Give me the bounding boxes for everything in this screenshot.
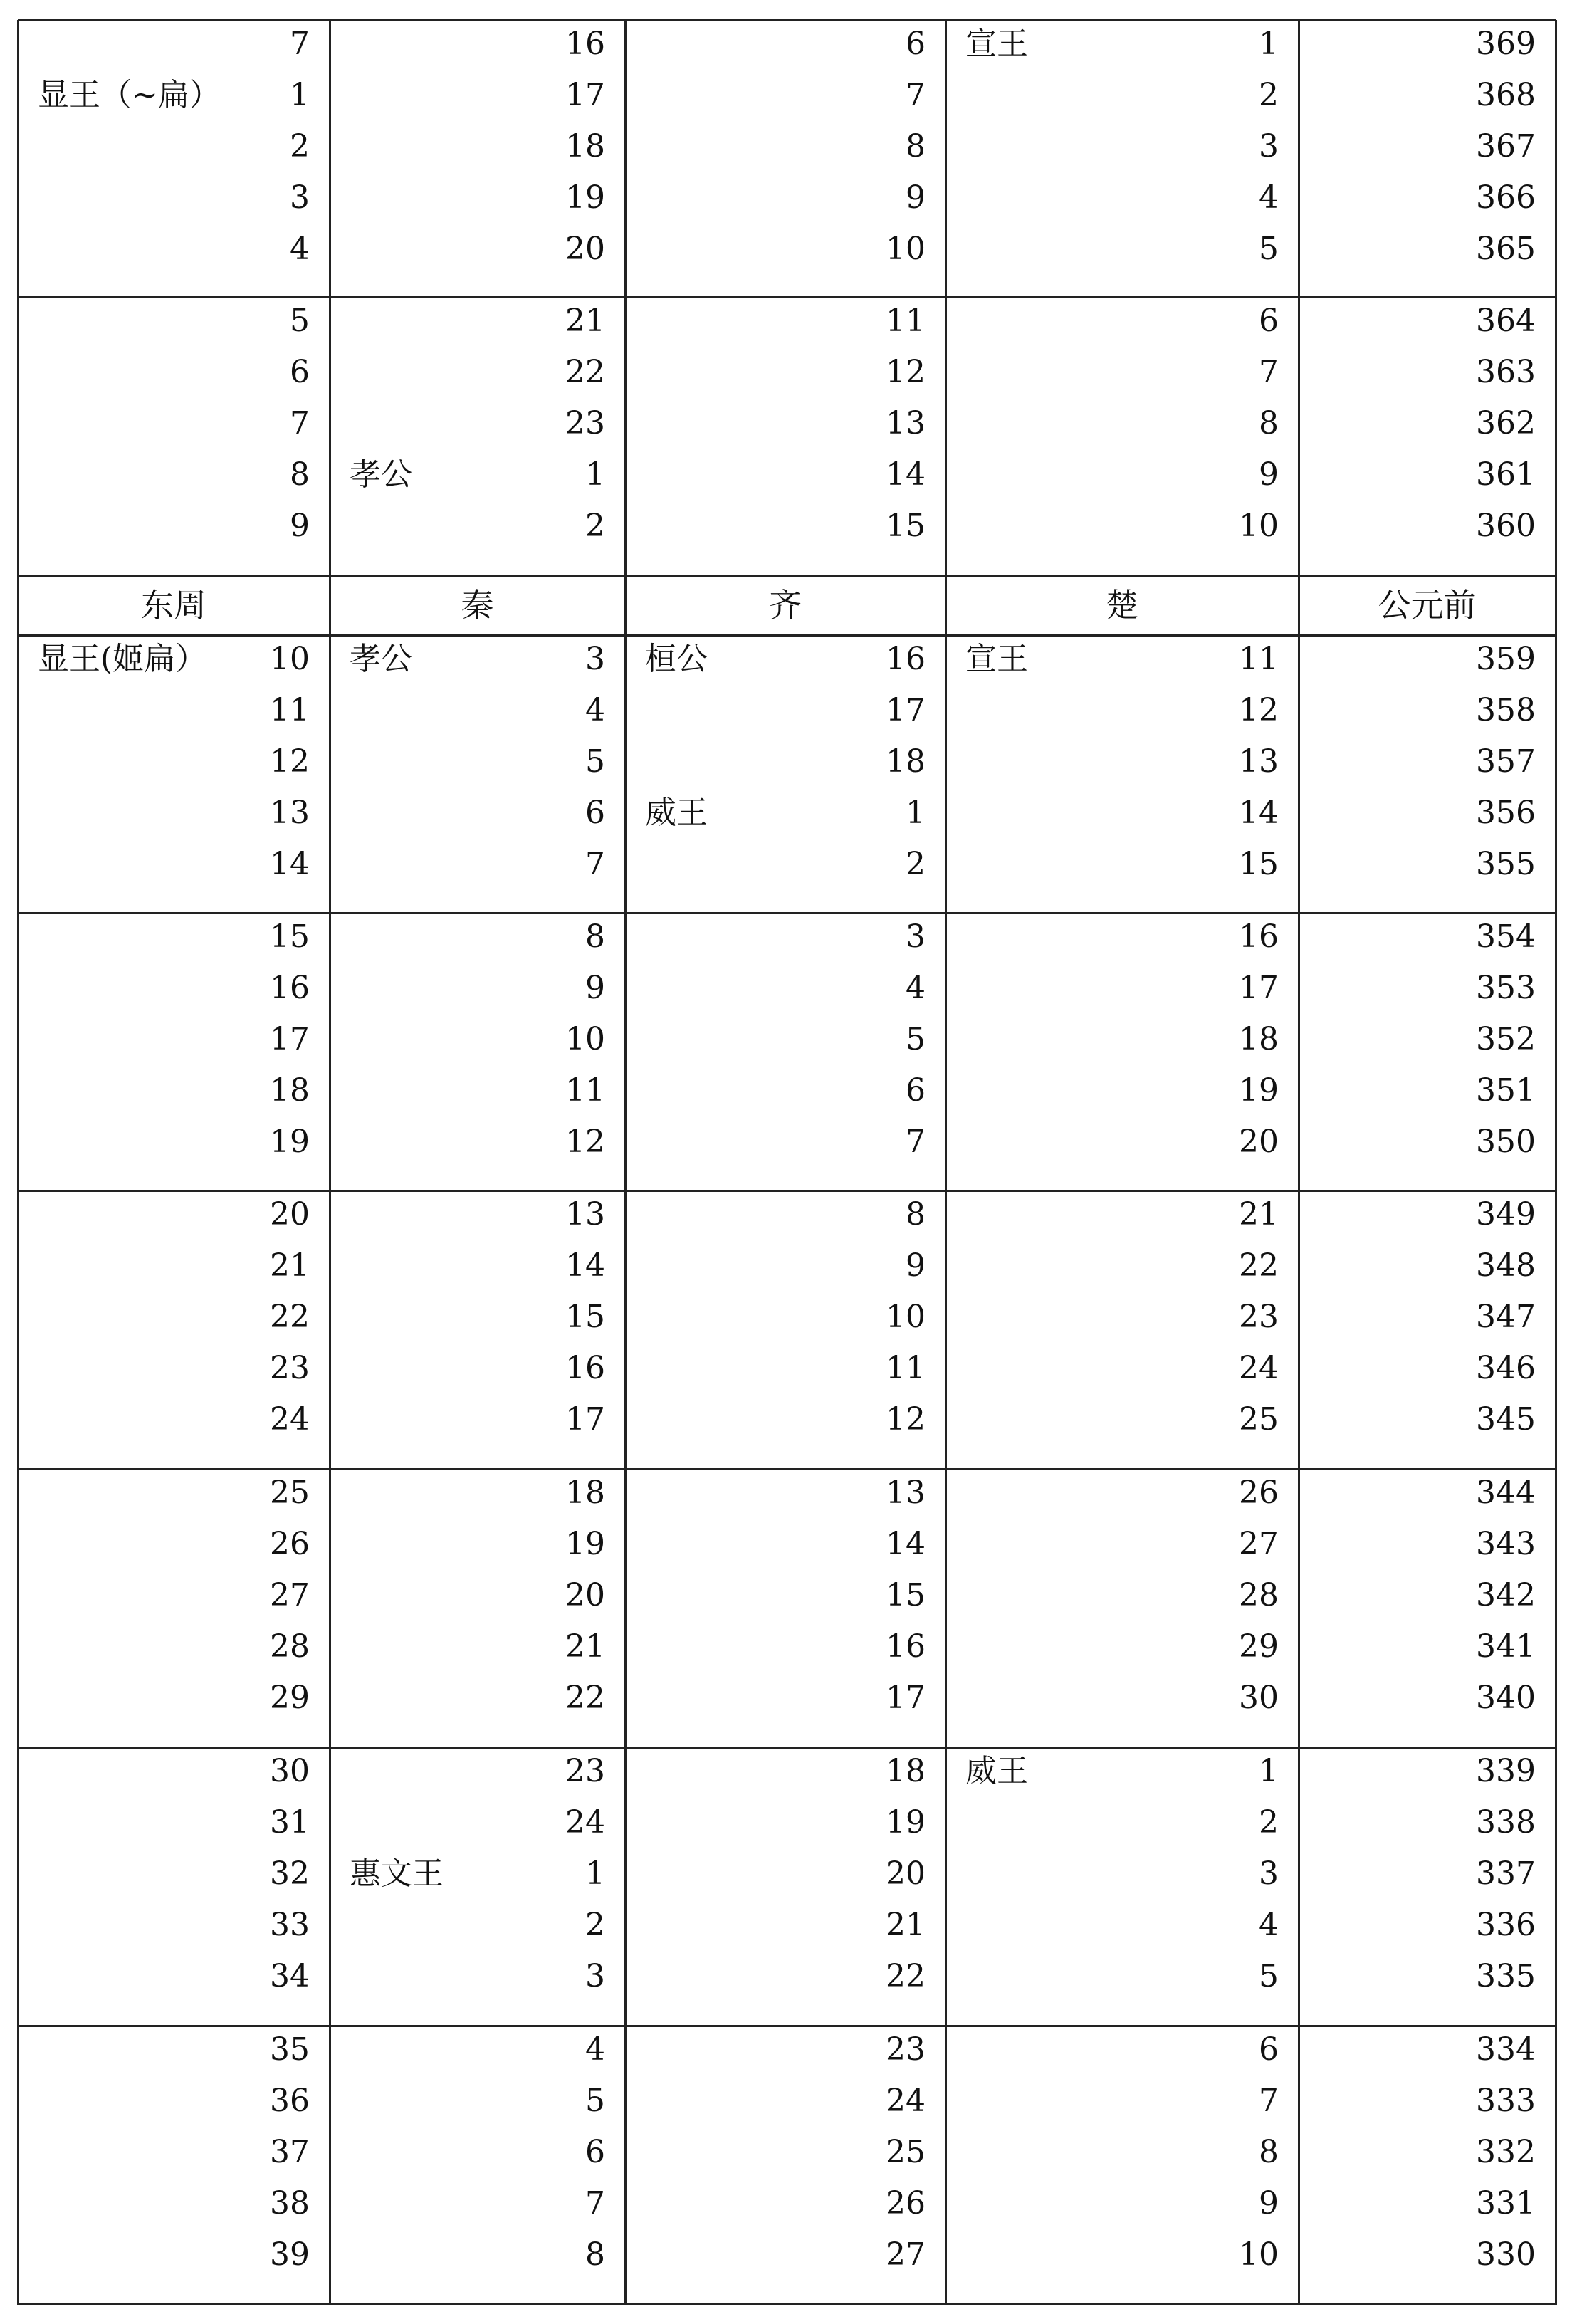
reign-year: 14 [270,846,310,882]
reign-year: 20 [1239,1124,1279,1160]
bce-year: 347 [1476,1299,1536,1335]
reign-year: 8 [1259,2134,1279,2170]
bce-year: 360 [1476,508,1536,544]
bce-year: 352 [1476,1021,1536,1057]
reign-year: 2 [906,846,926,882]
reign-year: 24 [886,2083,926,2119]
reign-year: 7 [1259,2083,1279,2119]
reign-year: 22 [1239,1247,1279,1284]
reign-year: 5 [1259,1958,1279,1994]
reign-year: 12 [1239,692,1279,728]
reign-year: 19 [565,1526,605,1562]
reign-year: 6 [1259,2031,1279,2068]
reign-year: 11 [270,692,310,728]
reign-year: 2 [1259,77,1279,113]
bce-year: 332 [1476,2134,1536,2170]
reign-year: 19 [270,1124,310,1160]
reign-year: 8 [585,918,605,955]
bce-year: 330 [1476,2236,1536,2273]
bce-year: 333 [1476,2083,1536,2119]
reign-year: 32 [270,1855,310,1892]
reign-year: 16 [565,26,605,62]
reign-year: 23 [565,1753,605,1789]
reign-year: 14 [886,1526,926,1562]
reign-year: 9 [906,1247,926,1284]
reign-year: 22 [886,1958,926,1994]
bce-year: 349 [1476,1196,1536,1232]
reign-year: 8 [906,1196,926,1232]
reign-year: 17 [886,692,926,728]
reign-year: 1 [906,795,926,831]
reign-year: 20 [270,1196,310,1232]
reign-year: 2 [290,128,310,164]
ruler-name: 桓公 [645,641,708,677]
reign-year: 17 [270,1021,310,1057]
reign-year: 30 [270,1753,310,1789]
ruler-name: 显王(姬扁） [38,641,207,677]
reign-year: 13 [886,1475,926,1511]
reign-year: 12 [886,1401,926,1438]
reign-year: 23 [1239,1299,1279,1335]
bce-year: 351 [1476,1072,1536,1109]
reign-year: 1 [1259,1753,1279,1789]
reign-year: 26 [270,1526,310,1562]
bce-year: 363 [1476,354,1536,390]
ruler-name: 孝公 [350,456,412,493]
reign-year: 13 [1239,743,1279,780]
reign-year: 3 [906,918,926,955]
reign-year: 18 [270,1072,310,1109]
reign-year: 6 [585,795,605,831]
reign-year: 37 [270,2134,310,2170]
reign-year: 15 [1239,846,1279,882]
bce-year: 335 [1476,1958,1536,1994]
reign-year: 17 [565,1401,605,1438]
reign-year: 1 [1259,26,1279,62]
column-header: 楚 [1106,586,1138,624]
reign-year: 7 [585,2185,605,2221]
reign-year: 20 [565,1577,605,1613]
bce-year: 334 [1476,2031,1536,2068]
reign-year: 23 [270,1350,310,1386]
reign-year: 3 [290,179,310,216]
reign-year: 21 [1239,1196,1279,1232]
reign-year: 19 [886,1804,926,1841]
reign-year: 2 [585,1907,605,1943]
bce-year: 367 [1476,128,1536,164]
reign-year: 6 [906,1072,926,1109]
reign-year: 27 [1239,1526,1279,1562]
reign-year: 4 [290,231,310,267]
reign-year: 17 [886,1680,926,1716]
reign-year: 13 [886,405,926,441]
reign-year: 5 [585,2083,605,2119]
reign-year: 11 [1239,641,1279,677]
reign-year: 36 [270,2083,310,2119]
bce-year: 344 [1476,1475,1536,1511]
reign-year: 6 [1259,303,1279,339]
reign-year: 33 [270,1907,310,1943]
bce-year: 350 [1476,1124,1536,1160]
bce-year: 336 [1476,1907,1536,1943]
bce-year: 337 [1476,1855,1536,1892]
reign-year: 5 [290,303,310,339]
reign-year: 35 [270,2031,310,2068]
reign-year: 13 [565,1196,605,1232]
reign-year: 9 [1259,456,1279,493]
bce-year: 366 [1476,179,1536,216]
bce-year: 359 [1476,641,1536,677]
bce-year: 341 [1476,1628,1536,1665]
reign-year: 7 [1259,354,1279,390]
reign-year: 1 [585,1855,605,1892]
reign-year: 3 [1259,128,1279,164]
reign-year: 23 [565,405,605,441]
reign-year: 11 [886,303,926,339]
reign-year: 17 [565,77,605,113]
reign-year: 29 [1239,1628,1279,1665]
ruler-name: 威王 [645,795,708,831]
reign-year: 18 [565,128,605,164]
reign-year: 6 [585,2134,605,2170]
reign-year: 14 [886,456,926,493]
ruler-name: 宣王 [965,641,1028,677]
reign-year: 1 [585,456,605,493]
reign-year: 8 [1259,405,1279,441]
bce-year: 355 [1476,846,1536,882]
reign-year: 2 [1259,1804,1279,1841]
ruler-name: 惠文王 [350,1855,444,1892]
reign-year: 8 [290,456,310,493]
reign-year: 9 [906,179,926,216]
reign-year: 24 [1239,1350,1279,1386]
reign-year: 10 [565,1021,605,1057]
reign-year: 25 [886,2134,926,2170]
column-header: 东周 [141,586,206,624]
reign-year: 16 [886,641,926,677]
reign-year: 18 [886,1753,926,1789]
reign-year: 4 [585,692,605,728]
row-rule [18,2303,1556,2305]
ruler-name: 宣王 [965,26,1028,62]
reign-year: 10 [1239,2236,1279,2273]
bce-year: 342 [1476,1577,1536,1613]
reign-year: 9 [1259,2185,1279,2221]
bce-year: 348 [1476,1247,1536,1284]
reign-year: 3 [1259,1855,1279,1892]
reign-year: 4 [906,970,926,1006]
bce-year: 361 [1476,456,1536,493]
reign-year: 16 [270,970,310,1006]
reign-year: 22 [270,1299,310,1335]
reign-year: 24 [565,1804,605,1841]
reign-year: 38 [270,2185,310,2221]
reign-year: 16 [886,1628,926,1665]
reign-year: 22 [565,354,605,390]
row-rule [18,575,1556,577]
reign-year: 4 [1259,179,1279,216]
reign-year: 1 [290,77,310,113]
bce-year: 364 [1476,303,1536,339]
column-rule [1555,20,1557,2305]
reign-year: 15 [565,1299,605,1335]
reign-year: 12 [270,743,310,780]
reign-year: 31 [270,1804,310,1841]
reign-year: 4 [1259,1907,1279,1943]
reign-year: 12 [565,1124,605,1160]
reign-year: 13 [270,795,310,831]
reign-year: 11 [886,1350,926,1386]
reign-year: 27 [886,2236,926,2273]
reign-year: 14 [565,1247,605,1284]
bce-year: 362 [1476,405,1536,441]
reign-year: 21 [270,1247,310,1284]
column-header: 秦 [461,586,494,624]
reign-year: 8 [585,2236,605,2273]
column-header: 公元前 [1378,586,1477,624]
reign-year: 21 [565,1628,605,1665]
reign-year: 10 [1239,508,1279,544]
reign-year: 3 [585,641,605,677]
bce-year: 368 [1476,77,1536,113]
reign-year: 10 [886,1299,926,1335]
reign-year: 10 [886,231,926,267]
reign-year: 18 [565,1475,605,1511]
reign-year: 6 [290,354,310,390]
reign-year: 22 [565,1680,605,1716]
reign-year: 28 [1239,1577,1279,1613]
reign-year: 5 [1259,231,1279,267]
ruler-name: 威王 [965,1753,1028,1789]
reign-year: 28 [270,1628,310,1665]
bce-year: 346 [1476,1350,1536,1386]
reign-year: 20 [565,231,605,267]
reign-year: 15 [886,508,926,544]
reign-year: 14 [1239,795,1279,831]
reign-year: 17 [1239,970,1279,1006]
reign-year: 26 [1239,1475,1279,1511]
bce-year: 365 [1476,231,1536,267]
bce-year: 369 [1476,26,1536,62]
reign-year: 16 [1239,918,1279,955]
reign-year: 18 [886,743,926,780]
reign-year: 20 [886,1855,926,1892]
reign-year: 6 [906,26,926,62]
reign-year: 29 [270,1680,310,1716]
reign-year: 26 [886,2185,926,2221]
reign-year: 10 [270,641,310,677]
reign-year: 19 [1239,1072,1279,1109]
reign-year: 9 [290,508,310,544]
reign-year: 5 [585,743,605,780]
bce-year: 331 [1476,2185,1536,2221]
reign-year: 7 [906,1124,926,1160]
reign-year: 15 [886,1577,926,1613]
reign-year: 24 [270,1401,310,1438]
reign-year: 7 [290,405,310,441]
column-header: 齐 [769,586,802,624]
reign-year: 8 [906,128,926,164]
reign-year: 18 [1239,1021,1279,1057]
reign-year: 2 [585,508,605,544]
reign-year: 21 [565,303,605,339]
reign-year: 11 [565,1072,605,1109]
reign-year: 25 [270,1475,310,1511]
bce-year: 357 [1476,743,1536,780]
bce-year: 353 [1476,970,1536,1006]
reign-year: 15 [270,918,310,955]
reign-year: 27 [270,1577,310,1613]
reign-year: 19 [565,179,605,216]
reign-year: 23 [886,2031,926,2068]
bce-year: 358 [1476,692,1536,728]
reign-year: 12 [886,354,926,390]
reign-year: 5 [906,1021,926,1057]
reign-year: 16 [565,1350,605,1386]
bce-year: 345 [1476,1401,1536,1438]
ruler-name: 显王（~扁） [38,77,221,113]
bce-year: 343 [1476,1526,1536,1562]
reign-year: 3 [585,1958,605,1994]
bce-year: 339 [1476,1753,1536,1789]
reign-year: 39 [270,2236,310,2273]
bce-year: 340 [1476,1680,1536,1716]
bce-year: 356 [1476,795,1536,831]
reign-year: 4 [585,2031,605,2068]
bce-year: 354 [1476,918,1536,955]
bce-year: 338 [1476,1804,1536,1841]
reign-year: 9 [585,970,605,1006]
ruler-name: 孝公 [350,641,412,677]
reign-year: 7 [906,77,926,113]
reign-year: 7 [585,846,605,882]
reign-year: 25 [1239,1401,1279,1438]
reign-year: 30 [1239,1680,1279,1716]
reign-year: 34 [270,1958,310,1994]
reign-year: 7 [290,26,310,62]
reign-year: 21 [886,1907,926,1943]
